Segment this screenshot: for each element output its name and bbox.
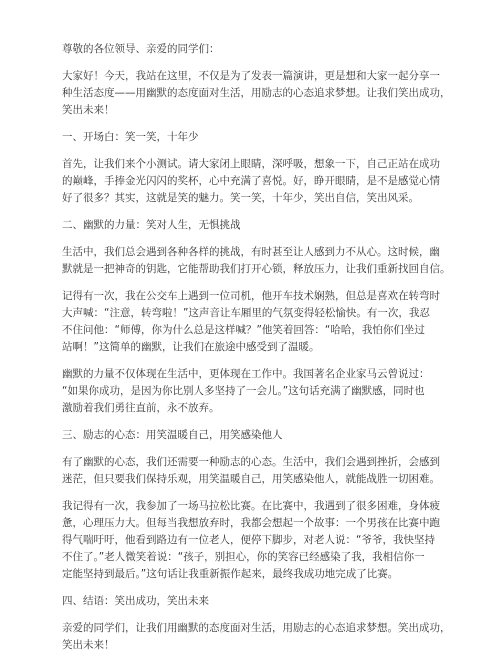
- text-line: 生活中，我们总会遇到各种各样的挑战，有时甚至让人感到力不从心。这时候，幽: [62, 246, 440, 258]
- speech-document: [62, 41, 451, 654]
- text-line: 笑出未来！: [62, 104, 115, 116]
- section-3-paragraph-2: [62, 498, 444, 583]
- text-line: 惫，心理压力大。但每当我想放弃时，我都会想起一个故事：一个男孩在比赛中跑: [62, 517, 440, 529]
- spacer: [62, 417, 444, 427]
- text-line: 我记得有一次，我参加了一场马拉松比赛。在比赛中，我遇到了很多困难，身体疲: [62, 500, 440, 512]
- text-line: 大家好！今天，我站在这里，不仅是为了发表一篇演讲，更是想和大家一起分享一: [62, 70, 440, 82]
- section-4-heading: 四、结语：笑出成功，笑出未来: [62, 595, 209, 607]
- text-line: 笑出未来！: [62, 639, 115, 651]
- spacer: [62, 207, 444, 217]
- section-1-heading: 一、开场白：笑一笑，十年少: [62, 131, 199, 143]
- spacer: [62, 356, 444, 366]
- text-line: 有了幽默的心态，我们还需要一种励志的心态。生活中，我们会遇到挫折，会感到: [62, 456, 440, 468]
- text-line: 不住问他：“师傅，你为什么总是这样喊？”他笑着回答：“哈哈，我怕你们坐过: [62, 324, 425, 336]
- text-line: 记得有一次，我在公交车上遇到一位司机，他开车技术娴熟，但总是喜欢在转弯时: [62, 290, 440, 302]
- text-line: 不住了。”老人微笑着说：“孩子，别担心，你的笑容已经感染了我，我相信你一: [62, 551, 425, 563]
- section-1-paragraph: [62, 156, 444, 207]
- text-line: “如果你成功，是因为你比别人多坚持了一会儿。”这句话充满了幽默感，同时也: [62, 385, 425, 397]
- text-line: 亲爱的同学们，让我们用幽默的态度面对生活，用励志的心态追求梦想。笑出成功，: [62, 622, 451, 634]
- section-2-paragraph-3: [62, 366, 444, 417]
- text-line: 默就是一把神奇的钥匙，它能帮助我们打开心锁，释放压力，让我们重新找回自信。: [62, 263, 451, 275]
- text-line: 迷茫，但只要我们保持乐观，用笑温暖自己，用笑感染他人，就能战胜一切困难。: [62, 473, 440, 485]
- text-line: 的巅峰，手捧金光闪闪的奖杯，心中充满了喜悦。好，睁开眼睛，是不是感觉心情: [62, 175, 440, 187]
- spacer: [62, 610, 444, 620]
- text-line: 好了很多？其实，这就是笑的魅力。笑一笑，十年少，笑出自信，笑出风采。: [62, 192, 419, 204]
- text-line: 首先，让我们来个小测试。请大家闭上眼睛，深呼吸，想象一下，自己正站在成功: [62, 158, 440, 170]
- spacer: [62, 444, 444, 454]
- section-3-heading: 三、励志的心态：用笑温暖自己，用笑感染他人: [62, 429, 283, 441]
- spacer: [62, 583, 444, 593]
- text-line: 种生活态度——用幽默的态度面对生活，用励志的心态追求梦想。让我们笑出成功，: [62, 87, 451, 99]
- text-line: 定能坚持到最后。”这句话让我重新振作起来，最终我成功地完成了比赛。: [62, 568, 399, 580]
- salutation: 尊敬的各位领导、亲爱的同学们：: [62, 43, 220, 55]
- section-2-paragraph-1: [62, 244, 451, 278]
- text-line: 幽默的力量不仅体现在生活中，更体现在工作中。我国著名企业家马云曾说过：: [62, 368, 430, 380]
- section-2-paragraph-2: [62, 288, 444, 356]
- section-3-paragraph-1: [62, 454, 444, 488]
- section-2-heading: 二、幽默的力量：笑对人生，无惧挑战: [62, 219, 241, 231]
- text-line: 大声喊：“注意，转弯啦！”这声音让车厢里的气氛变得轻松愉快。有一次，我忍: [62, 307, 430, 319]
- text-line: 激励着我们勇往直前，永不放弃。: [62, 402, 220, 414]
- spacer: [62, 146, 444, 156]
- spacer: [62, 234, 444, 244]
- spacer: [62, 119, 444, 129]
- text-line: 站啊！”这简单的幽默，让我们在旅途中感受到了温暖。: [62, 341, 320, 353]
- spacer: [62, 488, 444, 498]
- text-line: 得气喘吁吁，他看到路边有一位老人，便停下脚步，对老人说：“爷爷，我快坚持: [62, 534, 435, 546]
- spacer: [62, 58, 444, 68]
- spacer: [62, 278, 444, 288]
- intro-paragraph: [62, 68, 451, 119]
